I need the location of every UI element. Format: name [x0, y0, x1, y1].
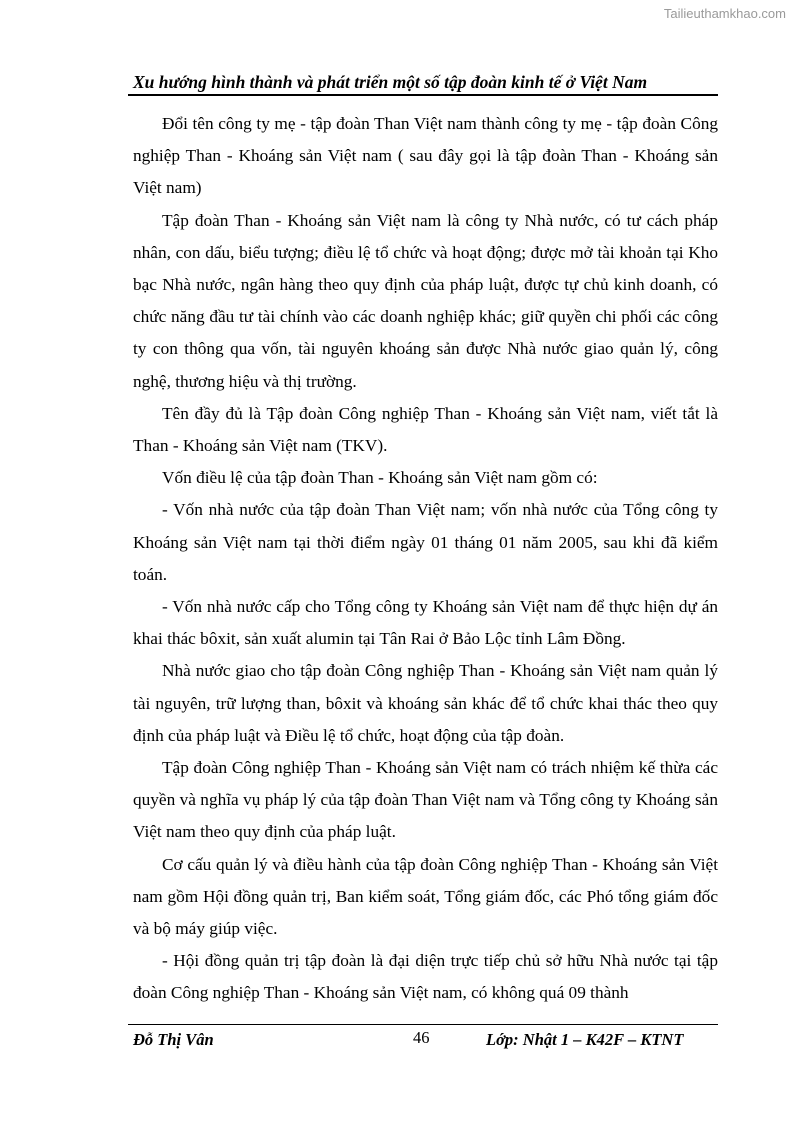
paragraph: Đổi tên công ty mẹ - tập đoàn Than Việt nam thành công ty mẹ - tập đoàn Công nghiệp Than - Khoáng sản Việt nam ( sau đây gọi là tập đoàn Than - Khoáng sản Việt nam) [133, 114, 718, 198]
paragraph: Cơ cấu quản lý và điều hành của tập đoàn Công nghiệp Than - Khoáng sản Việt nam gồm Hội đồng quản trị, Ban kiểm soát, Tổng giám đốc, các Phó tổng giám đốc và bộ máy giúp việc. [133, 854, 718, 939]
header-divider [128, 94, 718, 99]
paragraph: - Vốn nhà nước cấp cho Tổng công ty Khoáng sản Việt nam để thực hiện dự án khai thác bôxit, sản xuất alumin tại Tân Rai ở Bảo Lộc tỉnh Lâm Đồng. [133, 597, 718, 649]
paragraph: - Vốn nhà nước của tập đoàn Than Việt nam; vốn nhà nước của Tổng công ty Khoáng sản Việt nam tại thời điểm ngày 01 tháng 01 năm 2005, sau khi đã kiểm toán. [133, 500, 718, 584]
paragraph: Nhà nước giao cho tập đoàn Công nghiệp Than - Khoáng sản Việt nam quản lý tài nguyên, trữ lượng than, bôxit và khoáng sản khác để tổ chức khai thác theo quy định của pháp luật và Điều lệ tổ chức, hoạt động của tập đoàn. [133, 661, 718, 745]
footer-class-info: Lớp: Nhật 1 – K42F – KTNT [486, 1030, 684, 1049]
page-number: 46 [413, 1028, 430, 1047]
footer-author: Đỗ Thị Vân [133, 1030, 214, 1049]
document-body [133, 108, 718, 1010]
footer-divider [128, 1024, 718, 1025]
paragraph: - Hội đồng quản trị tập đoàn là đại diện trực tiếp chủ sở hữu Nhà nước tại tập đoàn Công nghiệp Than - Khoáng sản Việt nam, có không quá 09 thành [133, 951, 718, 1003]
paragraph: Tên đầy đủ là Tập đoàn Công nghiệp Than - Khoáng sản Việt nam, viết tắt là Than - Khoáng sản Việt nam (TKV). [133, 403, 718, 456]
running-header-title: Xu hướng hình thành và phát triển một số tập đoàn kinh tế ở Việt Nam [133, 72, 648, 92]
watermark-text: Tailieuthamkhao.com [663, 6, 786, 21]
paragraph: Vốn điều lệ của tập đoàn Than - Khoáng sản Việt nam gồm có: [162, 468, 598, 488]
paragraph: Tập đoàn Công nghiệp Than - Khoáng sản Việt nam có trách nhiệm kế thừa các quyền và nghĩa vụ pháp lý của tập đoàn Than Việt nam và Tổng công ty Khoáng sản Việt nam theo quy định của pháp luật. [133, 758, 718, 842]
paragraph: Tập đoàn Than - Khoáng sản Việt nam là công ty Nhà nước, có tư cách pháp nhân, con dấu, biểu tượng; điều lệ tổ chức và hoạt động; được mở tài khoản tại Kho bạc Nhà nước, ngân hàng theo quy định của pháp luật, được tự chủ kinh doanh, có chức năng đầu tư tài chính vào các doanh nghiệp khác; giữ quyền chi phối các công ty con thông qua vốn, tài nguyên khoáng sản được Nhà nước giao quản lý, công nghệ, thương hiệu và thị trường. [133, 210, 718, 391]
